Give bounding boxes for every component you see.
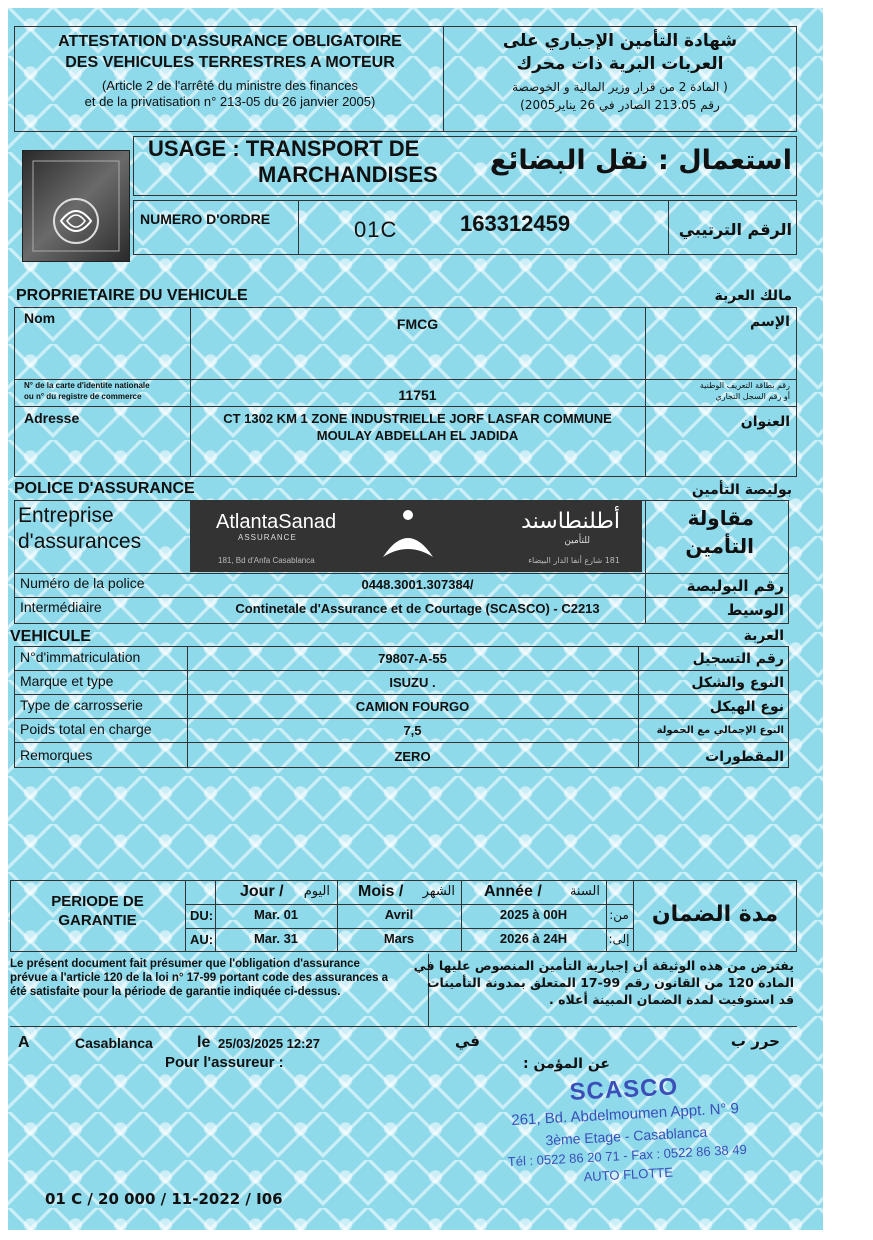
ar-title-2: العربات البرية ذات محرك [516, 54, 724, 74]
vehicule-row-1-label: Marque et type [20, 673, 114, 689]
ordre-number: 163312459 [460, 211, 571, 236]
ordre-code: 01C [354, 217, 398, 242]
vehicule-row-3-ar: النوع الإجمالي مع الحمولة [656, 725, 784, 736]
notice-ar-2: المادة 120 من القانون رقم 99-17 المتعلق بمدونة التأمينات [426, 975, 794, 990]
sig-pour: Pour l'assureur : [165, 1054, 284, 1071]
vehicule-row-4-value: ZERO [394, 749, 431, 764]
cin-label-2: ou n° du registre de commerce [24, 392, 142, 401]
notice-ar-1: يفترض من هذه الوثيقة أن إجبارية التأمين المنصوص عليها في [413, 958, 794, 973]
intermediaire-ar: الوسيط [726, 601, 784, 619]
numero-police-ar: رقم البوليصة [686, 577, 784, 595]
au-mois: Mars [383, 931, 415, 946]
nom-label: Nom [24, 310, 56, 326]
insurer-sub-ar: للتأمين [564, 536, 590, 546]
security-hologram-logo [22, 150, 130, 262]
intermediaire-value: Continetale d'Assurance et de Courtage (SCASCO) - C2213 [235, 601, 600, 616]
police-section-ar: بوليصة التأمين [691, 482, 792, 498]
ar-subtitle-1: ( المادة 2 من قرار وزير المالية و الخوصصة [512, 80, 728, 94]
proprietaire-section-fr: PROPRIETAIRE DU VEHICULE [16, 287, 248, 304]
vehicule-row-2-label: Type de carrosserie [20, 697, 143, 713]
insurer-name-ar: أطلنطاسند [521, 509, 620, 534]
sig-city: Casablanca [75, 1035, 153, 1051]
jour-header: Jour / [240, 883, 284, 900]
numero-police-label: Numéro de la police [20, 575, 145, 591]
periode-label-2: GARANTIE [58, 912, 137, 929]
ar-title-1: شهادة التأمين الإجباري على [502, 31, 738, 51]
vehicule-row-0-label: N°d'immatriculation [20, 649, 141, 665]
fr-subtitle-1: (Article 2 de l'arrêté du ministre des finances [101, 78, 359, 93]
sig-a: A [18, 1034, 30, 1051]
periode-label-1: PERIODE DE [51, 893, 144, 910]
ar-subtitle-2: رقم 213.05 الصادر في 26 يناير2005) [520, 98, 720, 112]
stamp-line-4: AUTO FLOTTE [583, 1164, 674, 1185]
adresse-label: Adresse [24, 410, 80, 426]
stamp-name: SCASCO [568, 1073, 679, 1106]
entreprise-ar-1: مقاولة [687, 506, 754, 530]
annee-header: Année / [484, 883, 542, 900]
sig-le: le [197, 1034, 211, 1051]
entreprise-label-2: d'assurances [18, 530, 142, 553]
vehicule-row-4-label: Remorques [20, 747, 93, 763]
insurer-band [190, 501, 642, 572]
footer-code: 01 C / 20 000 / 11-2022 / I06 [45, 1190, 283, 1208]
au-label: AU: [190, 932, 214, 947]
au-jour: Mar. 31 [253, 931, 299, 946]
fr-title-2: DES VEHICULES TERRESTRES A MOTEUR [65, 54, 395, 71]
usage-fr-2: MARCHANDISES [258, 162, 438, 187]
scasco-stamp [463, 1068, 788, 1195]
insurer-address: 181, Bd d'Anfa Casablanca [218, 556, 315, 565]
police-section-fr: POLICE D'ASSURANCE [14, 480, 195, 497]
vehicule-section-fr: VEHICULE [10, 628, 91, 645]
insurer-name: AtlantaSanad [216, 511, 337, 533]
cin-value: 11751 [398, 387, 437, 403]
adresse-line-1: CT 1302 KM 1 ZONE INDUSTRIELLE JORF LASFAR COMMUNE [223, 411, 612, 426]
sig-harrara: حرر ب [730, 1032, 780, 1050]
vehicule-row-1-ar: النوع والشكل [691, 675, 784, 691]
du-mois: Avril [384, 907, 414, 922]
vehicule-row-2-ar: نوع الهيكل [709, 699, 784, 715]
mois-header: Mois / [358, 883, 404, 900]
vehicule-row-0-value: 79807-A-55 [378, 651, 447, 666]
du-annee: 2025 à 00H [499, 907, 568, 922]
fr-title-1: ATTESTATION D'ASSURANCE OBLIGATOIRE [58, 33, 402, 50]
notice-ar-3: قد استوفيت لمدة الضمان المبينة أعلاه . [549, 992, 794, 1007]
vehicule-row-3-label: Poids total en charge [20, 721, 152, 737]
notice-fr-2: prévue a l'article 120 de la loi n° 17-99 portant code des assurances a [10, 972, 389, 984]
mois-header-ar: الشهر [422, 884, 455, 899]
ordre-label-fr: NUMERO D'ORDRE [140, 211, 271, 227]
stamp-line-1: 261, Bd. Abdelmoumen Appt. N° 9 [510, 1100, 740, 1129]
insurer-sub: ASSURANCE [238, 533, 297, 542]
fr-subtitle-2: et de la privatisation n° 213-05 du 26 janvier 2005) [84, 94, 376, 109]
notice-fr-3: été satisfaite pour la période de garantie indiquée ci-dessus. [10, 986, 341, 998]
jour-header-ar: اليوم [303, 884, 330, 899]
entreprise-ar-2: التأمين [685, 534, 754, 558]
adresse-ar: العنوان [740, 414, 790, 430]
usage-fr-1: USAGE : TRANSPORT DE [148, 136, 420, 161]
intermediaire-label: Intermédiaire [20, 599, 102, 615]
proprietaire-section-ar: مالك العربة [714, 288, 792, 304]
vehicule-row-1-value: ISUZU . [389, 675, 436, 690]
du-jour: Mar. 01 [253, 907, 299, 922]
stamp-line-2: 3ème Etage - Casablanca [545, 1123, 708, 1149]
vehicule-row-4-ar: المقطورات [705, 749, 784, 765]
cin-label-1: N° de la carte d'identite nationale [24, 381, 150, 390]
du-label: DU: [190, 908, 214, 923]
sig-an-almuamin: عن المؤمن : [523, 1056, 610, 1072]
ila-label: إلى: [608, 932, 630, 946]
vehicule-row-3-value: 7,5 [403, 723, 422, 738]
vehicule-row-2-value: CAMION FOURGO [355, 699, 470, 714]
entreprise-label-1: Entreprise [18, 504, 114, 527]
numero-police-value: 0448.3001.307384/ [361, 577, 474, 592]
vehicule-row-0-ar: رقم التسجيل [692, 651, 784, 667]
ordre-label-ar: الرقم الترتيبي [678, 220, 792, 239]
sig-fi: في [455, 1032, 480, 1050]
insurer-logo-icon [378, 507, 438, 563]
annee-header-ar: السنة [569, 884, 600, 899]
periode-label-ar: مدة الضمان [651, 902, 779, 927]
insurer-address-ar: 181 شارع أنفا الدار البيضاء [528, 556, 620, 565]
sig-datetime: 25/03/2025 12:27 [218, 1036, 320, 1051]
cin-ar-2: أو رقم السجل التجاري [715, 392, 790, 401]
logo-emblem-icon [23, 151, 129, 261]
stamp-line-3: Tél : 0522 86 20 71 - Fax : 0522 86 38 49 [507, 1141, 748, 1170]
nom-ar: الإسم [750, 314, 790, 330]
usage-ar: استعمال : نقل البضائع [489, 145, 792, 176]
notice-fr-1: Le présent document fait présumer que l'obligation d'assurance [10, 958, 360, 970]
adresse-line-2: MOULAY ABDELLAH EL JADIDA [316, 428, 519, 443]
min-label: من: [609, 908, 629, 922]
nom-value: FMCG [396, 316, 439, 332]
vehicule-section-ar: العربة [743, 628, 784, 644]
cin-ar-1: رقم بطاقة التعريف الوطنية [699, 381, 790, 390]
au-annee: 2026 à 24H [499, 931, 568, 946]
